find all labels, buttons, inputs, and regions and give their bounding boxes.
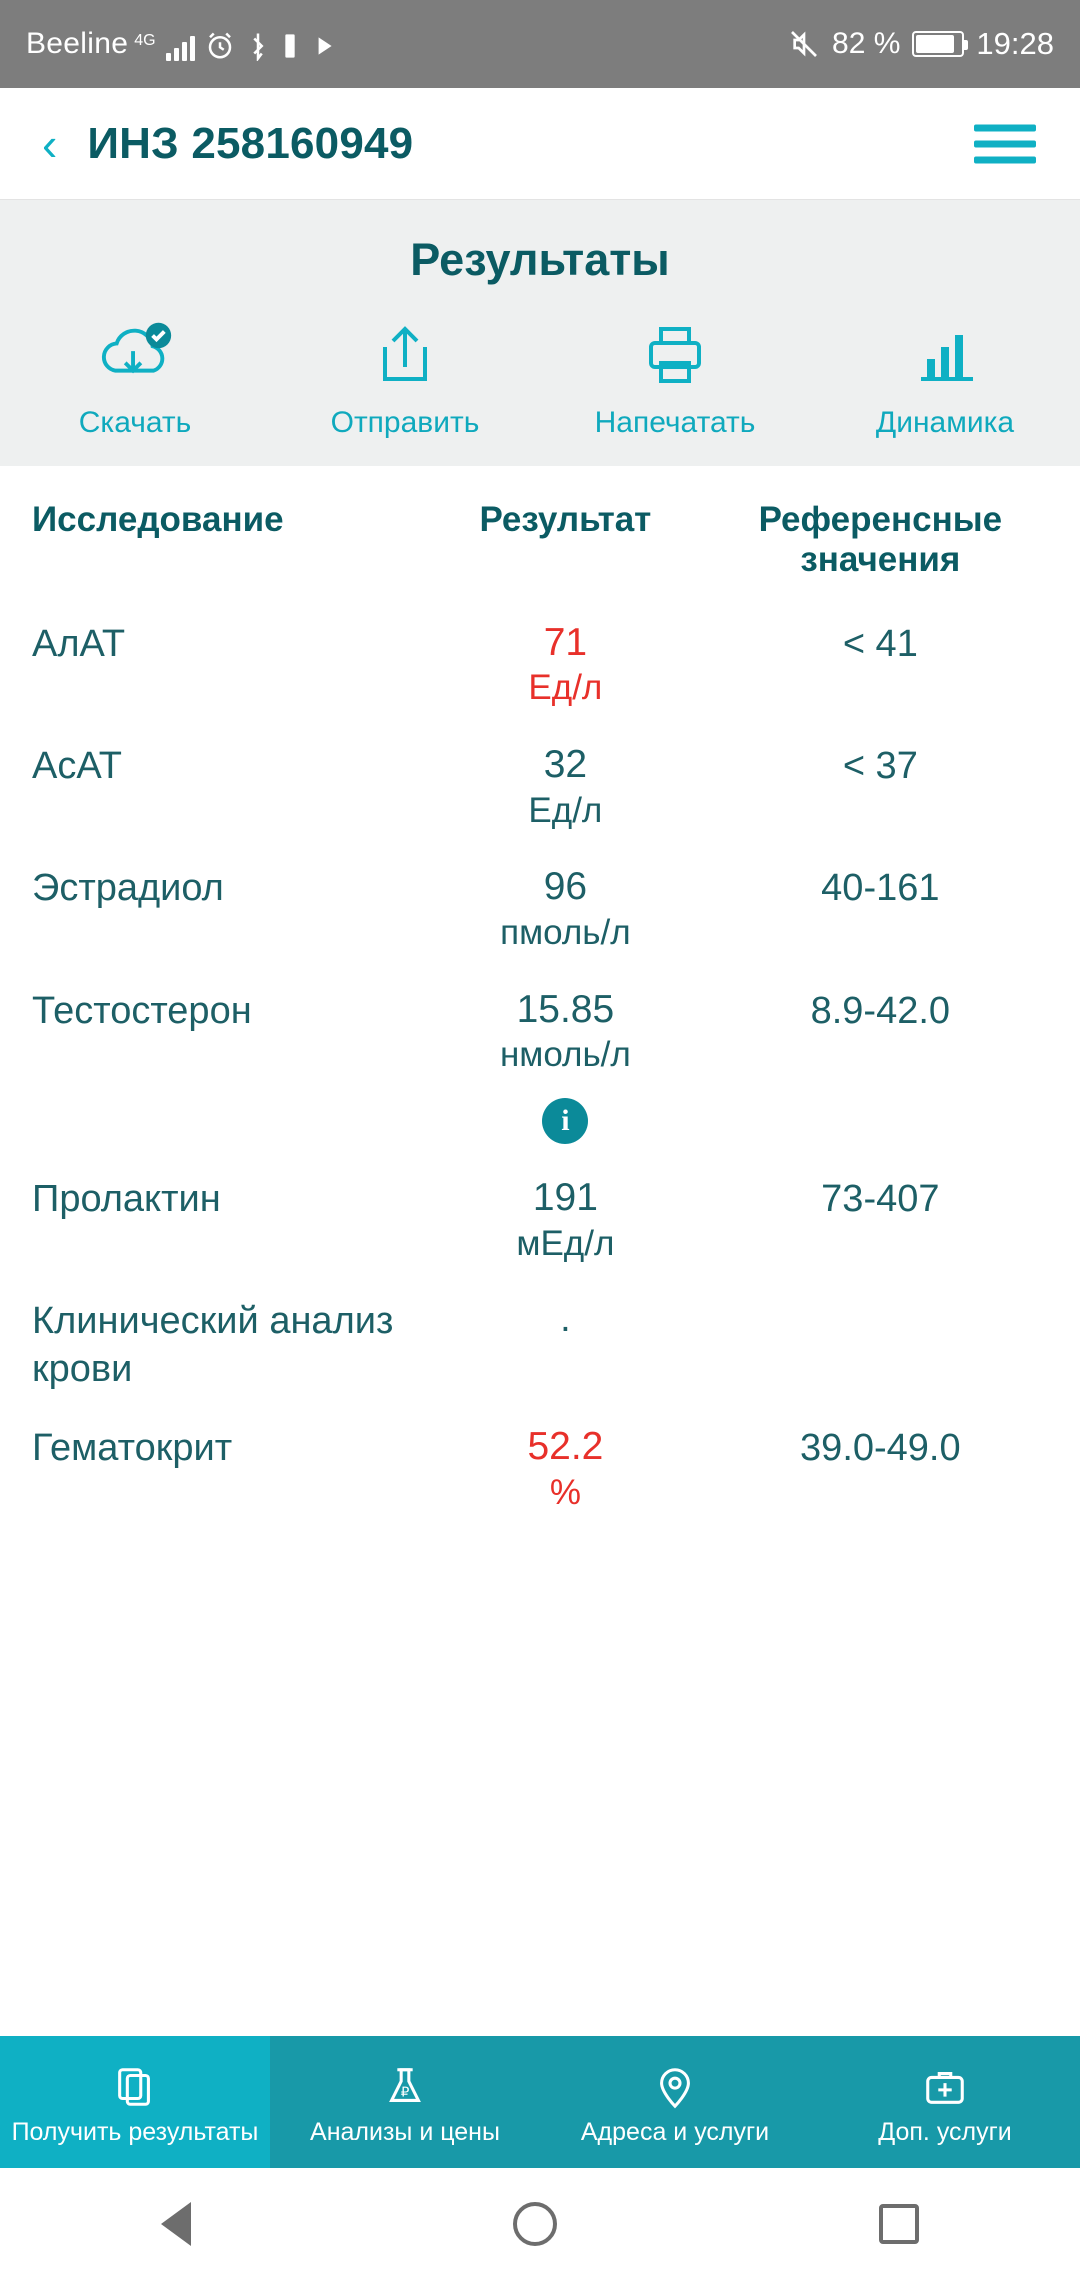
- status-bar: [0, 0, 1080, 88]
- row-result: [418, 1176, 713, 1266]
- row-study: Эстрадиол: [32, 867, 224, 910]
- print-label: Напечатать: [594, 406, 756, 439]
- row-reference: < 37: [842, 744, 918, 787]
- row-unit: Ед/л: [528, 668, 603, 708]
- column-header-result: Результат: [479, 500, 652, 539]
- battery-percent-label: 82 %: [832, 27, 901, 60]
- row-result: [418, 1298, 713, 1341]
- row-study: АсАТ: [32, 744, 122, 787]
- nav-item-addresses-services[interactable]: [540, 2036, 810, 2168]
- network-type-label: 4G: [134, 32, 156, 49]
- row-unit: мЕд/л: [516, 1223, 615, 1263]
- nav-label: Адреса и услуги: [580, 2117, 770, 2146]
- row-result: [418, 743, 713, 833]
- row-study: АлАТ: [32, 622, 126, 665]
- svg-text:₽: ₽: [400, 2084, 410, 2100]
- row-reference: 73-407: [821, 1177, 940, 1220]
- info-icon[interactable]: i: [542, 1098, 588, 1144]
- table-row[interactable]: [32, 1403, 1048, 1525]
- row-result: [418, 1425, 713, 1515]
- row-value: 32: [543, 742, 588, 786]
- table-row[interactable]: [32, 1154, 1048, 1276]
- carrier-label: Beeline: [26, 27, 129, 60]
- printer-icon: [540, 312, 810, 398]
- table-row[interactable]: [32, 966, 1048, 1154]
- map-pin-icon: [652, 2064, 698, 2110]
- bottom-navigation: [0, 2036, 1080, 2168]
- status-bar-left: [26, 27, 337, 61]
- send-label: Отправить: [330, 406, 480, 439]
- results-table: [0, 466, 1080, 1526]
- row-reference: [713, 1298, 1048, 1300]
- signal-bars-icon: [166, 35, 195, 61]
- status-bar-right: [788, 26, 1054, 62]
- row-result: [418, 865, 713, 955]
- bluetooth-icon: [247, 31, 269, 61]
- row-unit: %: [549, 1473, 581, 1513]
- print-button[interactable]: [540, 312, 810, 440]
- download-label: Скачать: [78, 406, 192, 439]
- play-icon: [311, 33, 337, 59]
- nav-label: Доп. услуги: [878, 2117, 1012, 2146]
- row-value: .: [560, 1298, 571, 1341]
- app-header: [0, 88, 1080, 200]
- row-value: 96: [543, 865, 588, 909]
- row-unit: Ед/л: [528, 790, 603, 830]
- battery-small-icon: [281, 32, 299, 60]
- results-panel: [0, 200, 1080, 466]
- battery-icon: [912, 31, 964, 57]
- medical-kit-icon: [922, 2064, 968, 2110]
- home-circle-icon[interactable]: [513, 2202, 557, 2246]
- back-button[interactable]: ‹: [42, 117, 58, 170]
- row-unit: нмоль/л: [499, 1035, 631, 1075]
- row-reference: < 41: [842, 622, 918, 665]
- cloud-download-icon: [0, 312, 270, 398]
- status-bar-icons: [205, 31, 337, 61]
- row-value: 191: [532, 1175, 598, 1219]
- row-result: [418, 988, 713, 1144]
- nav-item-get-results[interactable]: [0, 2036, 270, 2168]
- row-result: [418, 621, 713, 711]
- back-triangle-icon[interactable]: [161, 2202, 191, 2246]
- recents-square-icon[interactable]: [879, 2204, 919, 2244]
- alarm-icon: [205, 31, 235, 61]
- dynamics-label: Динамика: [875, 406, 1015, 439]
- table-header-row: [32, 466, 1048, 599]
- download-button[interactable]: [0, 312, 270, 440]
- row-unit: пмоль/л: [500, 913, 631, 953]
- row-study: Тестостерон: [32, 989, 252, 1032]
- mute-icon: [788, 28, 820, 60]
- nav-item-extra-services[interactable]: [810, 2036, 1080, 2168]
- row-reference: 8.9-42.0: [810, 989, 951, 1032]
- row-study: Пролактин: [32, 1177, 221, 1220]
- page-title: ИНЗ 258160949: [87, 118, 414, 168]
- clock-label: 19:28: [976, 26, 1054, 61]
- results-title: Результаты: [410, 234, 670, 285]
- nav-item-tests-prices[interactable]: [270, 2036, 540, 2168]
- row-reference: 40-161: [821, 867, 940, 910]
- column-header-study: Исследование: [32, 500, 284, 539]
- documents-icon: [112, 2064, 158, 2110]
- column-header-reference: Референсные значения: [758, 500, 1003, 580]
- nav-label: Получить результаты: [11, 2117, 259, 2146]
- table-row[interactable]: [32, 1276, 1048, 1403]
- row-study: Гематокрит: [32, 1427, 233, 1470]
- bar-chart-icon: [810, 312, 1080, 398]
- row-study: Клинический анализ крови: [32, 1300, 394, 1390]
- dynamics-button[interactable]: [810, 312, 1080, 440]
- send-button[interactable]: [270, 312, 540, 440]
- nav-label: Анализы и цены: [310, 2117, 500, 2146]
- action-bar: [0, 312, 1080, 440]
- table-row[interactable]: [32, 599, 1048, 721]
- row-value: 71: [543, 620, 588, 664]
- android-navigation-bar: [0, 2168, 1080, 2280]
- table-row[interactable]: [32, 721, 1048, 843]
- price-flask-icon: [382, 2064, 428, 2110]
- row-reference: 39.0-49.0: [800, 1427, 961, 1470]
- table-row[interactable]: [32, 843, 1048, 965]
- hamburger-menu-icon[interactable]: [974, 115, 1036, 172]
- share-upload-icon: [270, 312, 540, 398]
- row-value: 15.85: [516, 987, 615, 1031]
- row-value: 52.2: [527, 1425, 604, 1469]
